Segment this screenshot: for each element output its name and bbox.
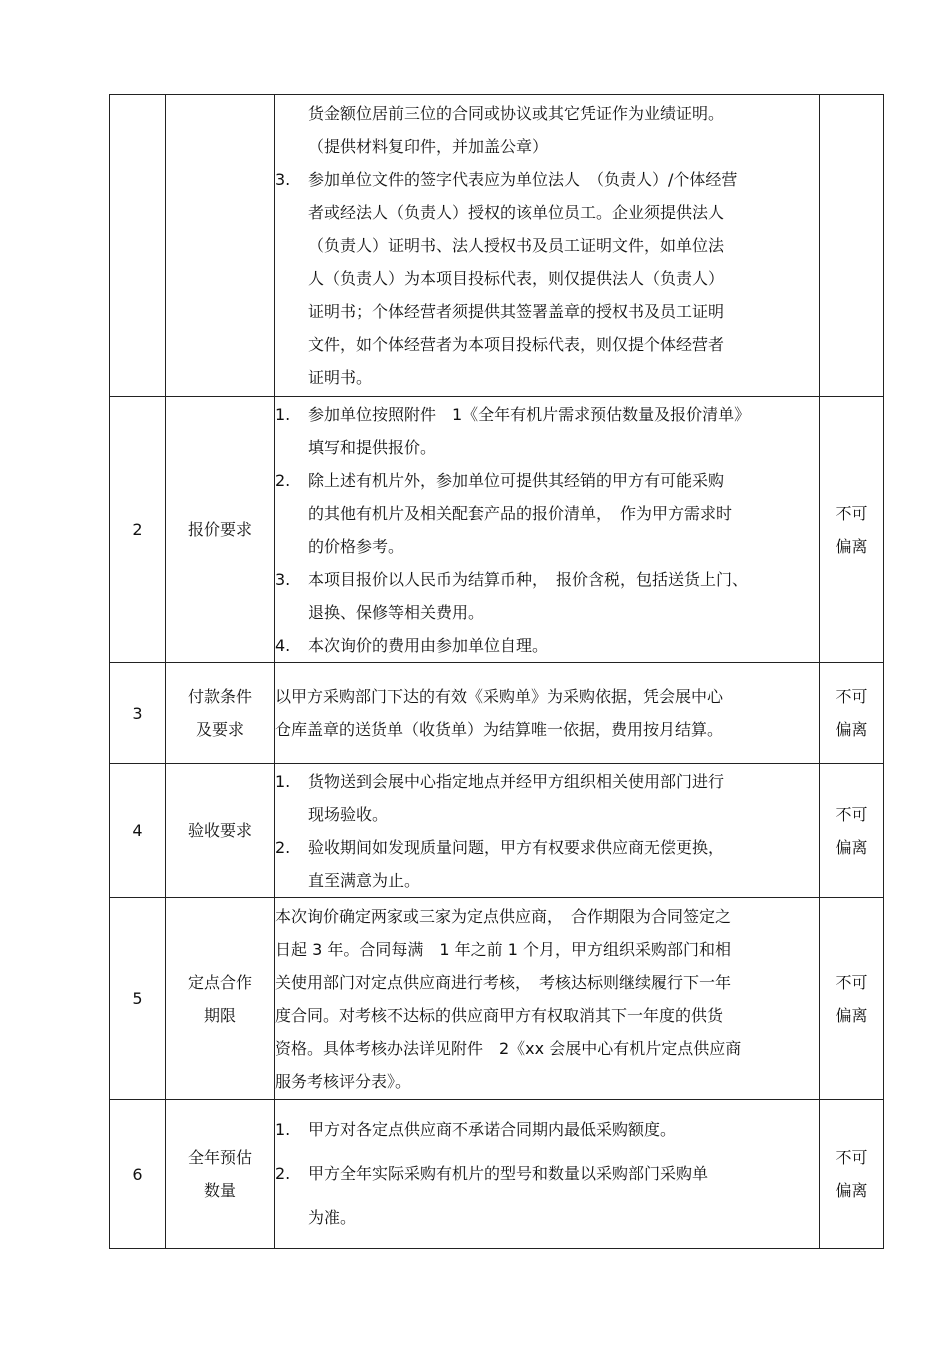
content-line: （提供材料复印件，并加盖公章） (308, 137, 549, 156)
content-line: 仓库盖章的送货单（收货单）为结算唯一依据，费用按月结算。 (275, 720, 724, 739)
row-item-name: 验收要求 (166, 764, 275, 898)
list-item-number: 2. (275, 837, 291, 857)
list-item-number: 3. (275, 170, 291, 189)
row-content (275, 95, 820, 397)
row-deviation (820, 397, 884, 663)
row-number: 3 (110, 663, 166, 764)
deviation-line: 不可 (835, 972, 868, 992)
content-line: 以甲方采购部门下达的有效《采购单》为采购依据，凭会展中心 (275, 687, 724, 706)
list-item-number: 2. (275, 1164, 291, 1183)
row-content (275, 898, 820, 1100)
table-row (110, 397, 884, 663)
deviation-line: 偏离 (835, 720, 868, 739)
list-item (275, 1108, 819, 1152)
list-item-number: 3. (275, 569, 291, 589)
row-content (275, 397, 820, 663)
list-item-continuation: 证明书。 (308, 368, 373, 387)
table-row (110, 1100, 884, 1249)
list-item-continuation: 的价格参考。 (308, 536, 405, 556)
row-deviation (820, 764, 884, 898)
content-line: 货金额位居前三位的合同或协议或其它凭证作为业绩证明。 (308, 104, 725, 123)
table-row (110, 898, 884, 1100)
row-content (275, 1100, 820, 1249)
list-item-continuation: 的其他有机片及相关配套产品的报价清单， 作为甲方需求时 (308, 503, 733, 523)
deviation-line: 偏离 (835, 1005, 868, 1025)
deviation-line: 偏离 (835, 837, 868, 857)
item-name-line: 付款条件 (187, 687, 252, 706)
item-name-line: 期限 (203, 1005, 236, 1025)
row-number: 6 (110, 1100, 166, 1249)
deviation-line: 不可 (835, 503, 868, 523)
list-item-text: 甲方对各定点供应商不承诺合同期内最低采购额度。 (308, 1120, 677, 1139)
list-item-continuation: 为准。 (308, 1208, 357, 1227)
item-name-line: 定点合作 (187, 972, 252, 992)
list-item-continuation: 直至满意为止。 (308, 870, 421, 890)
content-line: 关使用部门对定点供应商进行考核， 考核达标则继续履行下一年 (275, 972, 732, 992)
list-item-continuation: （负责人）证明书、法人授权书及员工证明文件，如单位法 (308, 236, 725, 255)
table-row (110, 663, 884, 764)
row-number: 5 (110, 898, 166, 1100)
item-name-line: 全年预估 (187, 1148, 252, 1167)
requirements-table (109, 94, 884, 1249)
list-item-continuation: 者或经法人（负责人）授权的该单位员工。企业须提供法人 (308, 203, 725, 222)
list-item (275, 1152, 819, 1196)
deviation-line: 偏离 (835, 1181, 868, 1200)
list-item (275, 464, 819, 497)
row-number (110, 95, 166, 397)
list-item-text: 甲方全年实际采购有机片的型号和数量以采购部门采购单 (308, 1164, 709, 1183)
list-item-number: 1. (275, 1120, 291, 1139)
list-item-continuation: 人（负责人）为本项目投标代表，则仅提供法人（负责人） (308, 269, 725, 288)
row-content (275, 764, 820, 898)
list-item-text: 参加单位按照附件 1《全年有机片需求预估数量及报价清单》 (308, 404, 751, 424)
deviation-line: 不可 (835, 1148, 868, 1167)
deviation-line: 不可 (835, 687, 868, 706)
list-item-continuation: 退换、保修等相关费用。 (308, 602, 485, 622)
list-item (275, 398, 819, 431)
list-item (275, 163, 819, 196)
row-item-name (166, 1100, 275, 1249)
item-name-line: 数量 (203, 1181, 236, 1200)
list-item-text: 货物送到会展中心指定地点并经甲方组织相关使用部门进行 (308, 771, 725, 791)
list-item (275, 629, 819, 662)
row-content (275, 663, 820, 764)
list-item-continuation: 现场验收。 (308, 804, 389, 824)
content-line: 度合同。对考核不达标的供应商甲方有权取消其下一年度的供货 (275, 1005, 724, 1025)
list-item-number: 1. (275, 771, 291, 791)
row-number: 2 (110, 397, 166, 663)
list-item (275, 831, 819, 864)
row-deviation (820, 1100, 884, 1249)
row-item-name: 报价要求 (166, 397, 275, 663)
list-item-text: 除上述有机片外，参加单位可提供其经销的甲方有可能采购 (308, 470, 725, 490)
row-number: 4 (110, 764, 166, 898)
list-item-number: 2. (275, 470, 291, 490)
row-deviation (820, 663, 884, 764)
list-item-continuation: 证明书；个体经营者须提供其签署盖章的授权书及员工证明 (308, 302, 725, 321)
table-row (110, 764, 884, 898)
row-item-name (166, 663, 275, 764)
list-item-text: 本次询价的费用由参加单位自理。 (308, 635, 549, 655)
list-item-continuation: 文件，如个体经营者为本项目投标代表，则仅提个体经营者 (308, 335, 725, 354)
list-item-number: 1. (275, 404, 291, 424)
list-item-number: 4. (275, 635, 291, 655)
list-item-continuation: 填写和提供报价。 (308, 437, 437, 457)
content-line: 资格。具体考核办法详见附件 2《xx 会展中心有机片定点供应商 (275, 1038, 742, 1058)
deviation-line: 不可 (835, 804, 868, 824)
list-item-text: 参加单位文件的签字代表应为单位法人 （负责人）/个体经营 (308, 170, 738, 189)
row-item-name (166, 898, 275, 1100)
list-item-text: 验收期间如发现质量问题，甲方有权要求供应商无偿更换， (308, 837, 725, 857)
row-deviation (820, 95, 884, 397)
row-deviation (820, 898, 884, 1100)
list-item (275, 563, 819, 596)
list-item-text: 本项目报价以人民币为结算币种， 报价含税，包括送货上门、 (308, 569, 749, 589)
row-item-name (166, 95, 275, 397)
deviation-line: 偏离 (835, 536, 868, 556)
item-name-line: 及要求 (195, 720, 244, 739)
table-row (110, 95, 884, 397)
content-line: 本次询价确定两家或三家为定点供应商， 合作期限为合同签定之 (275, 906, 732, 926)
list-item (275, 765, 819, 798)
content-line: 服务考核评分表》。 (275, 1071, 412, 1091)
content-line: 日起 3 年。合同每满 1 年之前 1 个月，甲方组织采购部门和相 (275, 939, 731, 959)
